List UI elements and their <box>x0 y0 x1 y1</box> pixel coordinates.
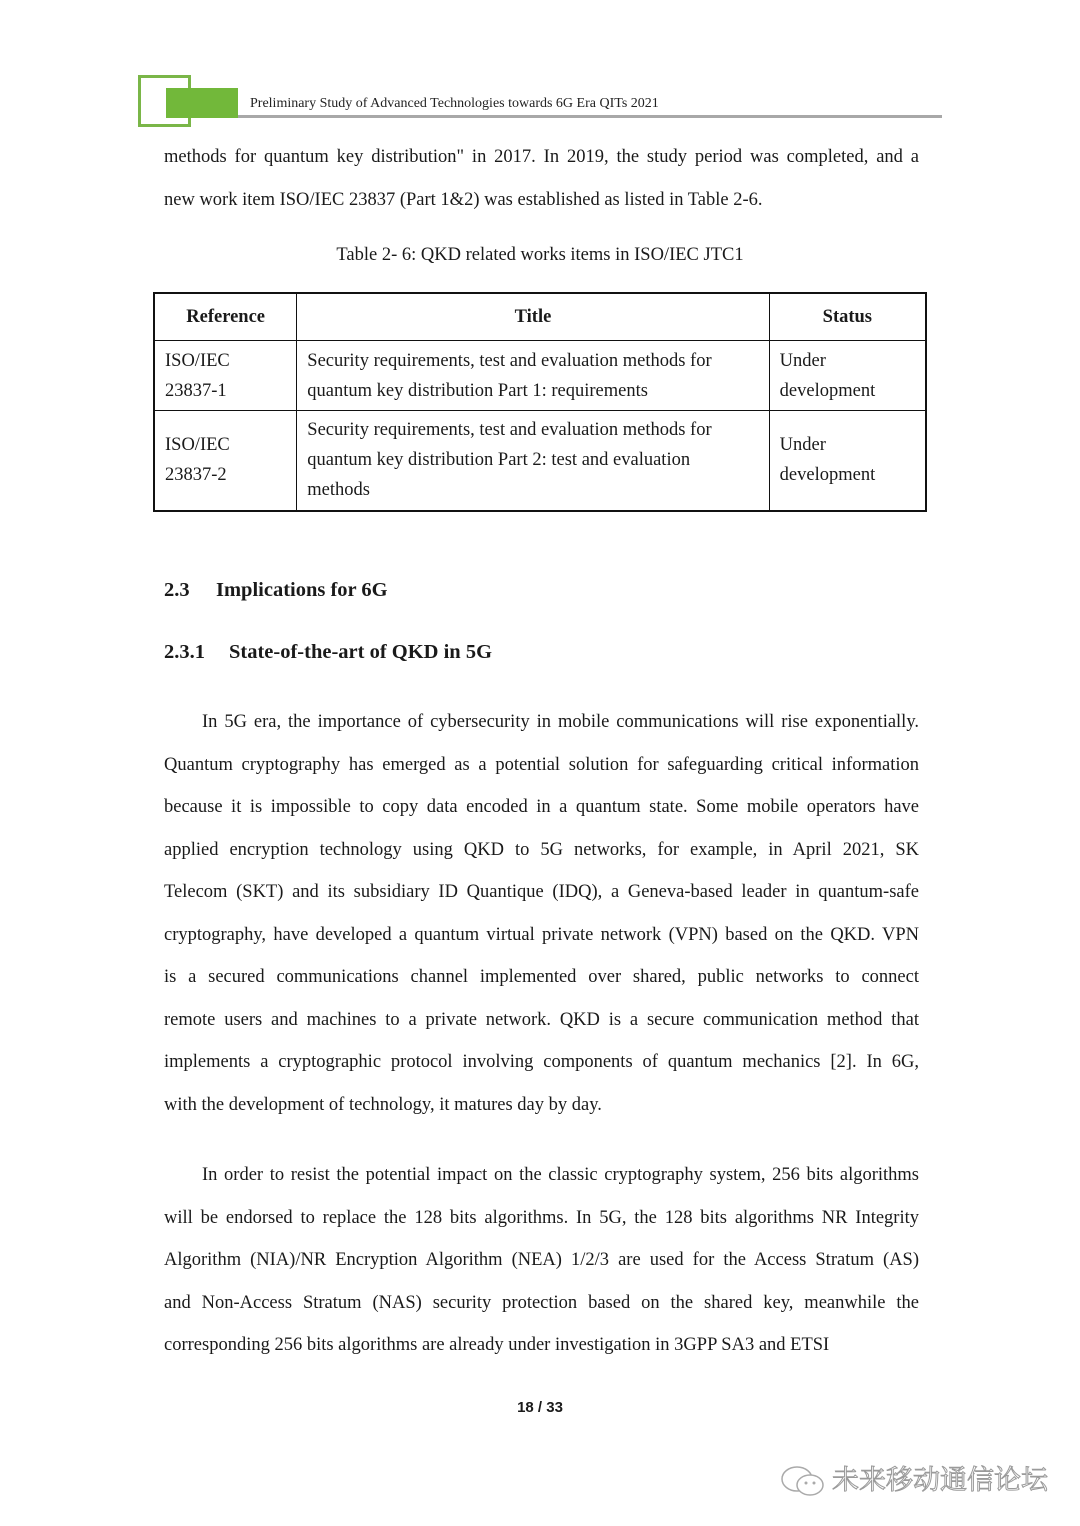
watermark-text: 未来移动通信论坛 <box>832 1465 1048 1496</box>
section-title: Implications for 6G <box>216 579 388 601</box>
text-line: will be endorsed to replace the 128 bits algorithms. In 5G, the 128 bits algorithms NR Integrity <box>164 1207 919 1228</box>
text-line: methods for quantum key distribution" in 2017. In 2019, the study period was completed, and a <box>164 147 919 167</box>
status-cell <box>769 411 926 511</box>
text-line: corresponding 256 bits algorithms are already under investigation in 3GPP SA3 and ETSI <box>164 1335 830 1355</box>
text-line: cryptography, have developed a quantum virtual private network (VPN) based on the QKD. VPN <box>164 924 919 945</box>
cell-line: development <box>779 465 876 486</box>
cell-line: 23837-2 <box>165 465 227 486</box>
text-line: new work item ISO/IEC 23837 (Part 1&2) was established as listed in Table 2-6. <box>164 189 763 210</box>
cell-line: ISO/IEC <box>165 350 230 371</box>
text-line: remote users and machines to a private network. QKD is a secure communication method that <box>164 1009 919 1030</box>
watermark <box>780 1458 1048 1499</box>
cell-line: Under <box>779 435 826 456</box>
table-header-row <box>154 293 926 341</box>
text-line: Algorithm (NIA)/NR Encryption Algorithm (NEA) 1/2/3 are used for the Access Stratum (AS) <box>164 1250 919 1270</box>
column-header-title: Title <box>297 293 769 341</box>
status-cell <box>769 341 926 411</box>
cell-line: quantum key distribution Part 1: requirements <box>307 380 648 401</box>
column-header-status: Status <box>769 293 926 341</box>
text-line: In 5G era, the importance of cybersecurity in mobile communications will rise exponentially. <box>202 712 919 732</box>
column-header-reference: Reference <box>154 293 297 341</box>
header-rule <box>238 115 942 118</box>
qkd-work-items-table <box>153 292 927 512</box>
reference-cell <box>154 411 297 511</box>
text-line: and Non-Access Stratum (NAS) security protection based on the shared key, meanwhile the <box>164 1292 919 1313</box>
cell-line: Security requirements, test and evaluation methods for <box>307 420 712 441</box>
text-line: Telecom (SKT) and its subsidiary ID Quantique (IDQ), a Geneva-based leader in quantum-safe <box>164 882 919 902</box>
header-title: Preliminary Study of Advanced Technologies towards 6G Era QITs 2021 <box>250 96 659 111</box>
wechat-icon <box>780 1465 826 1499</box>
text-line: because it is impossible to copy data encoded in a quantum state. Some mobile operators have <box>164 797 919 817</box>
text-line: implements a cryptographic protocol involving components of quantum mechanics [2]. In 6G, <box>164 1052 919 1072</box>
page-number: 18 / 33 <box>517 1399 563 1416</box>
cell-line: quantum key distribution Part 2: test and evaluation <box>307 450 691 471</box>
table-caption: Table 2- 6: QKD related works items in ISO/IEC JTC1 <box>336 245 744 265</box>
subsection-number: 2.3.1 <box>164 641 205 663</box>
table-row <box>154 341 926 411</box>
cell-line: Under <box>779 350 826 371</box>
cell-line: development <box>779 380 876 401</box>
section-number: 2.3 <box>164 579 190 601</box>
cell-line: Security requirements, test and evaluation methods for <box>307 350 712 371</box>
text-line: applied encryption technology using QKD to 5G networks, for example, in April 2021, SK <box>164 839 919 860</box>
reference-cell <box>154 341 297 411</box>
table-row <box>154 411 926 511</box>
text-line: is a secured communications channel implemented over shared, public networks to connect <box>164 967 919 987</box>
subsection-title: State-of-the-art of QKD in 5G <box>229 641 493 663</box>
cell-line: methods <box>307 480 370 501</box>
cell-line: 23837-1 <box>165 380 227 401</box>
text-line: with the development of technology, it matures day by day. <box>164 1094 602 1115</box>
title-cell <box>297 411 769 511</box>
cell-line: ISO/IEC <box>165 435 230 456</box>
title-cell <box>297 341 769 411</box>
section-heading <box>164 579 388 602</box>
header-logo-block <box>166 88 238 118</box>
text-line: Quantum cryptography has emerged as a potential solution for safeguarding critical information <box>164 754 919 775</box>
subsection-heading <box>164 641 492 664</box>
text-line: In order to resist the potential impact on the classic cryptography system, 256 bits algorithms <box>202 1165 919 1185</box>
